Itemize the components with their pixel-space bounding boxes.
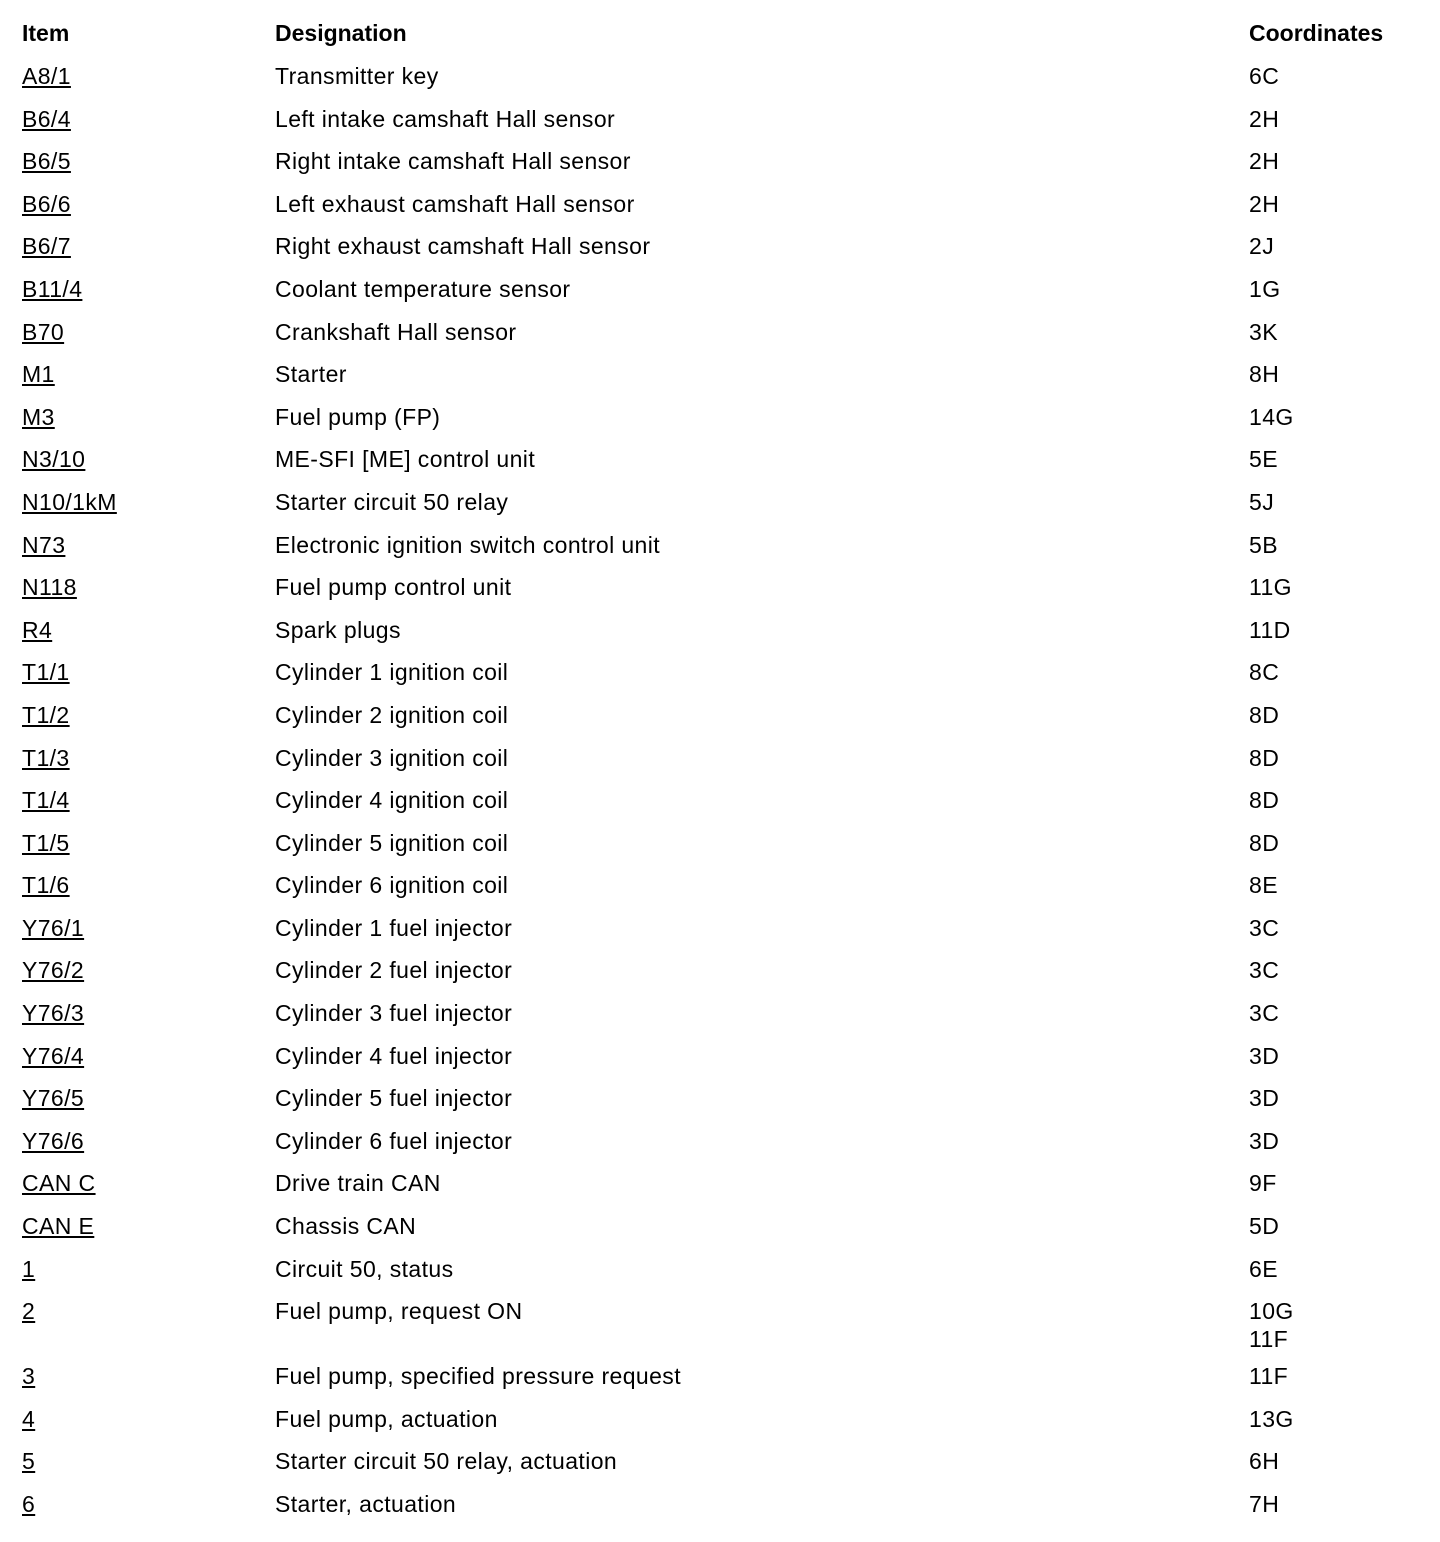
designation-cell: Fuel pump, actuation	[275, 1405, 498, 1432]
coordinate-value: 3C	[1249, 957, 1280, 984]
coordinates-cell	[1249, 701, 1422, 729]
table-row	[22, 488, 1422, 531]
item-cell	[22, 147, 275, 175]
coordinates-cell	[1249, 1255, 1422, 1283]
coordinates-cell	[1249, 1490, 1422, 1518]
item-link[interactable]: Y76/2	[22, 957, 85, 984]
coordinate-value: 8H	[1249, 361, 1280, 388]
designation-cell: Crankshaft Hall sensor	[275, 318, 517, 345]
coordinates-cell	[1249, 275, 1422, 303]
table-row	[22, 1127, 1422, 1170]
designation-cell: Circuit 50, status	[275, 1255, 454, 1282]
coordinate-value: 3D	[1249, 1127, 1280, 1154]
item-cell	[22, 1490, 275, 1518]
item-cell	[22, 573, 275, 601]
designation-cell: Electronic ignition switch control unit	[275, 531, 661, 558]
coordinate-value: 1G	[1249, 275, 1281, 302]
item-link[interactable]: B6/7	[22, 233, 71, 260]
table-row	[22, 914, 1422, 957]
designation-cell: Cylinder 3 ignition coil	[275, 744, 509, 771]
item-link[interactable]: T1/2	[22, 701, 70, 728]
item-cell	[22, 1405, 275, 1433]
coordinate-value: 9F	[1249, 1170, 1277, 1197]
table-row	[22, 445, 1422, 488]
coordinates-cell	[1249, 190, 1422, 218]
coordinate-value: 3D	[1249, 1085, 1280, 1112]
table-row	[22, 1297, 1422, 1362]
item-cell	[22, 403, 275, 431]
item-link[interactable]: CAN C	[22, 1170, 96, 1197]
table-row	[22, 573, 1422, 616]
item-cell	[22, 1169, 275, 1197]
item-cell	[22, 360, 275, 388]
designation-cell: Fuel pump, specified pressure request	[275, 1363, 682, 1390]
coordinates-cell	[1249, 105, 1422, 133]
table-row	[22, 360, 1422, 403]
coordinates-column-header: Coordinates	[1249, 20, 1384, 46]
coordinate-value: 3D	[1249, 1042, 1280, 1069]
component-legend-table	[22, 19, 1422, 1533]
table-row	[22, 829, 1422, 872]
item-link[interactable]: 4	[22, 1405, 36, 1432]
table-row	[22, 1084, 1422, 1127]
designation-column-header: Designation	[275, 20, 407, 46]
coordinate-value: 6C	[1249, 63, 1280, 89]
designation-cell: Right intake camshaft Hall sensor	[275, 148, 631, 175]
item-link[interactable]: N73	[22, 531, 66, 558]
designation-cell: Right exhaust camshaft Hall sensor	[275, 233, 651, 260]
coordinate-value: 7H	[1249, 1491, 1280, 1517]
item-cell	[22, 190, 275, 218]
item-link[interactable]: T1/6	[22, 872, 70, 899]
coordinate-value: 2H	[1249, 148, 1280, 175]
coordinate-value: 6E	[1249, 1255, 1278, 1282]
item-link[interactable]: T1/1	[22, 659, 70, 686]
coordinates-cell	[1249, 488, 1422, 516]
coordinate-value: 3C	[1249, 1000, 1280, 1027]
item-cell	[22, 829, 275, 857]
table-row	[22, 232, 1422, 275]
item-cell	[22, 1127, 275, 1155]
table-row	[22, 1169, 1422, 1212]
coordinates-cell	[1249, 1447, 1422, 1475]
item-link[interactable]: Y76/5	[22, 1085, 85, 1112]
designation-cell: Fuel pump, request ON	[275, 1298, 523, 1325]
coordinate-value: 11F	[1249, 1363, 1289, 1390]
coordinates-cell	[1249, 318, 1422, 346]
table-row	[22, 1255, 1422, 1298]
table-row	[22, 1042, 1422, 1085]
coordinates-cell	[1249, 1127, 1422, 1155]
item-cell	[22, 318, 275, 346]
coordinates-cell	[1249, 1212, 1422, 1240]
item-cell	[22, 62, 275, 90]
coordinate-value: 11G	[1249, 574, 1292, 601]
designation-cell: ME-SFI [ME] control unit	[275, 446, 536, 473]
coordinate-value: 8C	[1249, 659, 1280, 686]
item-link[interactable]: 3	[22, 1363, 36, 1390]
item-cell	[22, 445, 275, 473]
item-cell	[22, 999, 275, 1027]
table-header-row	[22, 19, 1422, 62]
designation-cell: Fuel pump (FP)	[275, 403, 441, 430]
item-cell	[22, 744, 275, 772]
table-row	[22, 318, 1422, 361]
table-row	[22, 956, 1422, 999]
item-cell	[22, 531, 275, 559]
coordinates-cell	[1249, 1084, 1422, 1112]
coordinates-cell	[1249, 1042, 1422, 1070]
designation-cell: Starter circuit 50 relay	[275, 488, 509, 515]
coordinate-value: 13G	[1249, 1405, 1294, 1432]
item-cell	[22, 956, 275, 984]
coordinates-cell	[1249, 786, 1422, 814]
coordinates-cell	[1249, 403, 1422, 431]
item-cell	[22, 914, 275, 942]
designation-cell: Chassis CAN	[275, 1213, 417, 1240]
coordinate-value: 3C	[1249, 914, 1280, 941]
item-link[interactable]: 2	[22, 1298, 36, 1325]
coordinate-value: 5D	[1249, 1213, 1280, 1240]
table-row	[22, 190, 1422, 233]
item-link[interactable]: 1	[22, 1255, 36, 1282]
item-cell	[22, 1042, 275, 1070]
designation-cell: Coolant temperature sensor	[275, 275, 571, 302]
coordinates-cell	[1249, 1169, 1422, 1197]
coordinates-cell	[1249, 829, 1422, 857]
designation-cell: Starter circuit 50 relay, actuation	[275, 1448, 618, 1475]
table-row	[22, 1212, 1422, 1255]
coordinates-cell	[1249, 658, 1422, 686]
designation-cell: Cylinder 1 ignition coil	[275, 659, 509, 686]
designation-cell: Cylinder 3 fuel injector	[275, 1000, 513, 1027]
table-row	[22, 744, 1422, 787]
coordinate-value: 5B	[1249, 531, 1278, 558]
designation-cell: Drive train CAN	[275, 1170, 441, 1197]
item-link[interactable]: N3/10	[22, 446, 86, 473]
designation-cell: Fuel pump control unit	[275, 574, 512, 601]
designation-cell: Cylinder 4 fuel injector	[275, 1042, 513, 1069]
coordinates-cell	[1249, 1405, 1422, 1433]
coordinates-cell	[1249, 871, 1422, 899]
coordinate-value: 14G	[1249, 403, 1294, 430]
table-row	[22, 403, 1422, 446]
coordinates-cell	[1249, 573, 1422, 601]
table-row	[22, 786, 1422, 829]
item-cell	[22, 488, 275, 516]
item-link[interactable]: T1/4	[22, 787, 70, 814]
item-cell	[22, 1084, 275, 1112]
item-link[interactable]: B70	[22, 318, 65, 345]
table-row	[22, 62, 1422, 105]
designation-cell: Cylinder 6 fuel injector	[275, 1127, 513, 1154]
item-cell	[22, 1255, 275, 1283]
item-link[interactable]: B11/4	[22, 275, 83, 302]
item-cell	[22, 658, 275, 686]
table-row	[22, 701, 1422, 744]
designation-cell: Cylinder 2 fuel injector	[275, 957, 513, 984]
item-cell	[22, 701, 275, 729]
coordinate-value: 8D	[1249, 701, 1280, 728]
designation-cell: Cylinder 1 fuel injector	[275, 914, 513, 941]
designation-cell: Left exhaust camshaft Hall sensor	[275, 190, 635, 217]
designation-cell: Cylinder 4 ignition coil	[275, 787, 509, 814]
table-row	[22, 658, 1422, 701]
table-row	[22, 531, 1422, 574]
coordinates-cell	[1249, 616, 1422, 644]
item-link[interactable]: M3	[22, 403, 55, 430]
coordinates-cell	[1249, 999, 1422, 1027]
coordinates-cell	[1249, 445, 1422, 473]
item-cell	[22, 105, 275, 133]
designation-cell: Cylinder 5 ignition coil	[275, 829, 509, 856]
item-cell	[22, 786, 275, 814]
table-row	[22, 1405, 1422, 1448]
table-row	[22, 1490, 1422, 1533]
item-cell	[22, 1212, 275, 1240]
item-link[interactable]: A8/1	[22, 63, 71, 89]
item-link[interactable]: B6/4	[22, 105, 71, 132]
coordinates-cell	[1249, 147, 1422, 175]
item-link[interactable]: Y76/3	[22, 1000, 85, 1027]
coordinate-value: 3K	[1249, 318, 1278, 345]
coordinates-cell	[1249, 62, 1422, 90]
designation-cell: Starter	[275, 361, 347, 388]
item-link[interactable]: N10/1kM	[22, 488, 117, 515]
designation-cell: Cylinder 2 ignition coil	[275, 701, 509, 728]
item-link[interactable]: CAN E	[22, 1213, 95, 1240]
coordinates-cell	[1249, 232, 1422, 260]
coordinates-cell	[1249, 360, 1422, 388]
item-link[interactable]: 5	[22, 1448, 36, 1475]
designation-cell: Cylinder 5 fuel injector	[275, 1085, 513, 1112]
table-row	[22, 1362, 1422, 1405]
table-row	[22, 275, 1422, 318]
designation-cell: Spark plugs	[275, 616, 401, 643]
item-link[interactable]: T1/5	[22, 829, 70, 856]
table-body	[22, 62, 1422, 1533]
coordinate-value: 8D	[1249, 787, 1280, 814]
coordinate-value: 2H	[1249, 190, 1280, 217]
item-link[interactable]: T1/3	[22, 744, 70, 771]
item-cell	[22, 1297, 275, 1325]
designation-cell: Transmitter key	[275, 63, 439, 89]
coordinates-cell	[1249, 1297, 1422, 1353]
coordinates-cell	[1249, 914, 1422, 942]
table-row	[22, 871, 1422, 914]
item-link[interactable]: N118	[22, 574, 77, 601]
coordinate-value: 10G	[1249, 1298, 1294, 1325]
item-link[interactable]: 6	[22, 1491, 36, 1517]
table-row	[22, 1447, 1422, 1490]
item-link[interactable]: Y76/4	[22, 1042, 85, 1069]
table-row	[22, 999, 1422, 1042]
item-link[interactable]: R4	[22, 616, 53, 643]
table-row	[22, 105, 1422, 148]
coordinates-cell	[1249, 1362, 1422, 1390]
item-link[interactable]: M1	[22, 361, 55, 388]
designation-cell: Left intake camshaft Hall sensor	[275, 105, 616, 132]
item-cell	[22, 616, 275, 644]
item-link[interactable]: B6/5	[22, 148, 71, 175]
item-cell	[22, 275, 275, 303]
item-cell	[22, 1447, 275, 1475]
coordinate-value: 5E	[1249, 446, 1278, 473]
coordinate-value: 8E	[1249, 872, 1278, 899]
coordinate-value: 2H	[1249, 105, 1280, 132]
item-link[interactable]: B6/6	[22, 190, 71, 217]
coordinate-value: 11F	[1249, 1326, 1289, 1353]
coordinates-cell	[1249, 956, 1422, 984]
coordinates-cell	[1249, 531, 1422, 559]
item-link[interactable]: Y76/6	[22, 1127, 85, 1154]
coordinate-value: 2J	[1249, 233, 1275, 260]
item-cell	[22, 871, 275, 899]
coordinate-value: 8D	[1249, 829, 1280, 856]
coordinate-value: 11D	[1249, 616, 1291, 643]
designation-cell: Cylinder 6 ignition coil	[275, 872, 509, 899]
table-row	[22, 616, 1422, 659]
item-column-header: Item	[22, 20, 70, 46]
item-cell	[22, 232, 275, 260]
coordinates-cell	[1249, 744, 1422, 772]
item-cell	[22, 1362, 275, 1390]
coordinate-value: 8D	[1249, 744, 1280, 771]
coordinate-value: 6H	[1249, 1448, 1280, 1475]
table-row	[22, 147, 1422, 190]
item-link[interactable]: Y76/1	[22, 914, 85, 941]
designation-cell: Starter, actuation	[275, 1491, 457, 1517]
coordinate-value: 5J	[1249, 488, 1275, 515]
